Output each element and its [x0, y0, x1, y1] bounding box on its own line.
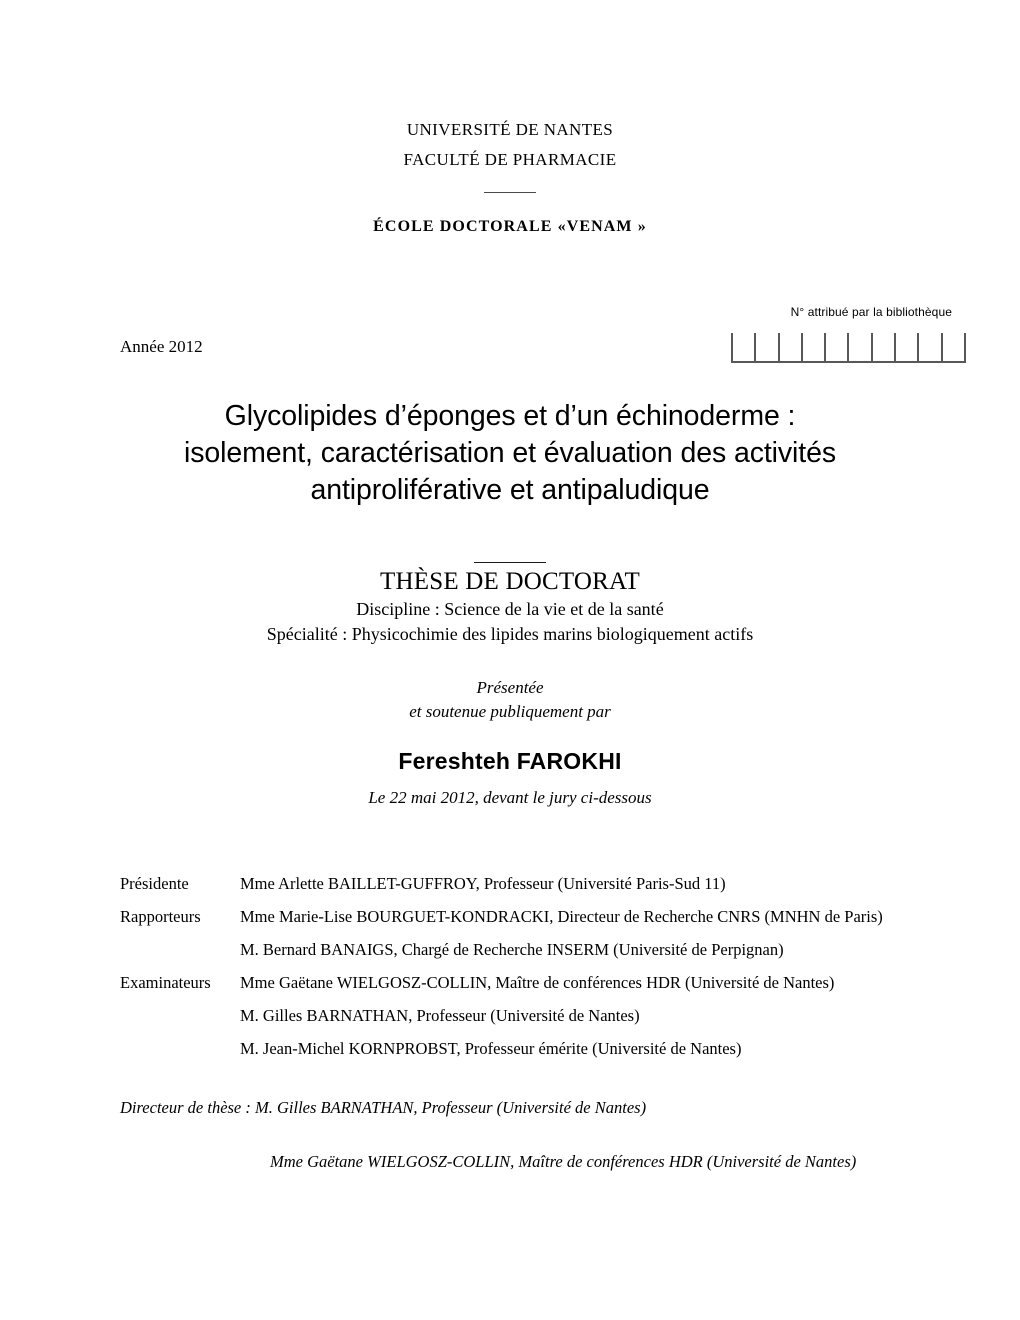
jury-member: Mme Gaëtane WIELGOSZ-COLLIN, Maître de conférences HDR (Université de Nantes) — [240, 973, 835, 992]
jury-member: M. Gilles BARNATHAN, Professeur (Université de Nantes) — [240, 1006, 640, 1025]
university-name: UNIVERSITÉ DE NANTES — [406, 120, 614, 139]
year-text: Année 2012 — [120, 337, 203, 356]
thesis-co-director: Mme Gaëtane WIELGOSZ-COLLIN, Maître de conférences HDR (Université de Nantes) — [270, 1152, 857, 1171]
thesis-director: Directeur de thèse : M. Gilles BARNATHAN, Professeur (Université de Nantes) — [120, 1098, 647, 1117]
library-number-cell[interactable] — [731, 333, 754, 361]
jury-row — [120, 874, 980, 894]
defended-by-label: et soutenue publiquement par — [409, 702, 611, 721]
institution-header — [0, 115, 1020, 236]
library-number-cell[interactable] — [754, 333, 777, 361]
jury-member: M. Jean-Michel KORNPROBST, Professeur émérite (Université de Nantes) — [240, 1039, 742, 1058]
library-number-cell[interactable] — [917, 333, 940, 361]
library-number-cell[interactable] — [847, 333, 870, 361]
library-number-cell[interactable] — [824, 333, 847, 361]
jury-role: Présidente — [120, 874, 189, 893]
title-line-1: Glycolipides d’éponges et d’un échinoderme : — [224, 400, 796, 432]
title-line-2: isolement, caractérisation et évaluation des activités — [183, 437, 837, 469]
presentation-block — [0, 676, 1020, 808]
library-number-cell[interactable] — [778, 333, 801, 361]
jury-row — [120, 1006, 980, 1026]
jury-member: Mme Arlette BAILLET-GUFFROY, Professeur (Université Paris-Sud 11) — [240, 874, 726, 893]
author-name: Fereshteh FAROKHI — [398, 748, 622, 774]
thesis-divider — [474, 562, 546, 563]
jury-member: M. Bernard BANAIGS, Chargé de Recherche INSERM (Université de Perpignan) — [240, 940, 784, 959]
jury-role: Rapporteurs — [120, 907, 201, 926]
page-title — [0, 398, 1020, 509]
jury-row — [120, 907, 980, 927]
library-number-cell[interactable] — [871, 333, 894, 361]
jury-row — [120, 973, 980, 993]
thesis-type-block — [0, 562, 1020, 647]
jury-list — [120, 874, 980, 1072]
library-number-grid[interactable] — [731, 333, 966, 363]
defense-date: Le 22 mai 2012, devant le jury ci-dessous — [368, 788, 652, 807]
faculty-name: FACULTÉ DE PHARMACIE — [403, 150, 617, 169]
presented-label: Présentée — [476, 678, 544, 697]
library-number-cell[interactable] — [941, 333, 966, 361]
thesis-discipline: Discipline : Science de la vie et de la santé — [356, 599, 664, 619]
doctoral-school-name: ÉCOLE DOCTORALE «VENAM » — [373, 218, 647, 235]
jury-row — [120, 1039, 980, 1059]
jury-member: Mme Marie-Lise BOURGUET-KONDRACKI, Directeur de Recherche CNRS (MNHN de Paris) — [240, 907, 883, 926]
thesis-type: THÈSE DE DOCTORAT — [380, 568, 640, 595]
library-number-cell[interactable] — [894, 333, 917, 361]
thesis-specialty: Spécialité : Physicochimie des lipides marins biologiquement actifs — [266, 624, 754, 644]
jury-role: Examinateurs — [120, 973, 211, 992]
supervisors-block — [120, 1098, 1000, 1172]
jury-row — [120, 940, 980, 960]
library-number-cell[interactable] — [801, 333, 824, 361]
title-line-3: antiproliférative et antipaludique — [310, 474, 710, 506]
header-divider — [484, 192, 536, 193]
library-number-label: N° attribué par la bibliothèque — [790, 305, 952, 319]
